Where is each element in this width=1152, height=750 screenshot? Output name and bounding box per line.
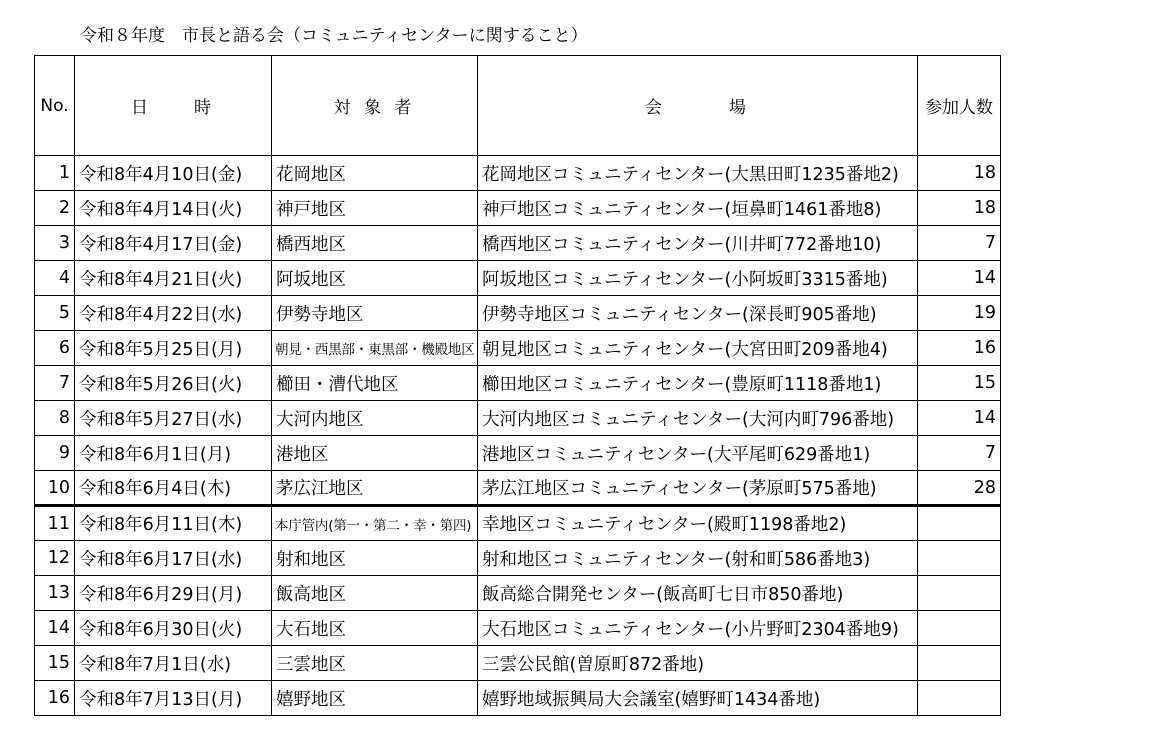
row-number: 1 <box>35 156 75 191</box>
row-participants: 14 <box>918 401 1001 436</box>
row-target: 櫛田・漕代地区 <box>272 366 478 401</box>
row-target: 橋西地区 <box>272 226 478 261</box>
row-venue: 阿坂地区コミュニティセンター(小阿坂町3315番地) <box>478 261 918 296</box>
row-target: 阿坂地区 <box>272 261 478 296</box>
row-number: 3 <box>35 226 75 261</box>
row-number: 8 <box>35 401 75 436</box>
row-target: 大河内地区 <box>272 401 478 436</box>
row-target: 射和地区 <box>272 541 478 576</box>
row-participants <box>918 541 1001 576</box>
row-date: 令和8年5月25日(月) <box>75 331 272 366</box>
row-venue: 花岡地区コミュニティセンター(大黒田町1235番地2) <box>478 156 918 191</box>
row-date: 令和8年4月22日(水) <box>75 296 272 331</box>
row-participants <box>918 611 1001 646</box>
row-date: 令和8年6月30日(火) <box>75 611 272 646</box>
header-target: 対 象 者 <box>272 56 478 156</box>
row-target: 大石地区 <box>272 611 478 646</box>
row-venue: 三雲公民館(曽原町872番地) <box>478 646 918 681</box>
table-row <box>35 296 1001 331</box>
row-venue: 茅広江地区コミュニティセンター(茅原町575番地) <box>478 471 918 506</box>
row-number: 7 <box>35 366 75 401</box>
row-date: 令和8年6月1日(月) <box>75 436 272 471</box>
row-venue: 櫛田地区コミュニティセンター(豊原町1118番地1) <box>478 366 918 401</box>
row-date: 令和8年6月4日(木) <box>75 471 272 506</box>
table-row <box>35 366 1001 401</box>
row-date: 令和8年6月11日(木) <box>75 506 272 541</box>
row-participants: 19 <box>918 296 1001 331</box>
row-target: 茅広江地区 <box>272 471 478 506</box>
row-number: 15 <box>35 646 75 681</box>
row-participants: 15 <box>918 366 1001 401</box>
row-target: 神戸地区 <box>272 191 478 226</box>
row-participants: 18 <box>918 191 1001 226</box>
table-row <box>35 471 1001 506</box>
row-venue: 飯高総合開発センター(飯高町七日市850番地) <box>478 576 918 611</box>
row-venue: 朝見地区コミュニティセンター(大宮田町209番地4) <box>478 331 918 366</box>
row-date: 令和8年5月26日(火) <box>75 366 272 401</box>
row-venue: 射和地区コミュニティセンター(射和町586番地3) <box>478 541 918 576</box>
row-number: 11 <box>35 506 75 541</box>
row-number: 10 <box>35 471 75 506</box>
header-participants: 参加人数 <box>918 56 1001 156</box>
row-target: 本庁管内(第一・第二・幸・第四) <box>272 506 478 541</box>
row-participants <box>918 646 1001 681</box>
header-venue: 会 場 <box>478 56 918 156</box>
row-venue: 伊勢寺地区コミュニティセンター(深長町905番地) <box>478 296 918 331</box>
row-date: 令和8年4月21日(火) <box>75 261 272 296</box>
row-number: 16 <box>35 681 75 716</box>
table-body <box>35 156 1001 716</box>
row-participants: 18 <box>918 156 1001 191</box>
row-target: 嬉野地区 <box>272 681 478 716</box>
row-venue: 幸地区コミュニティセンター(殿町1198番地2) <box>478 506 918 541</box>
row-date: 令和8年4月14日(火) <box>75 191 272 226</box>
table-row <box>35 576 1001 611</box>
table-row <box>35 646 1001 681</box>
row-date: 令和8年7月13日(月) <box>75 681 272 716</box>
row-venue: 港地区コミュニティセンター(大平尾町629番地1) <box>478 436 918 471</box>
row-target: 港地区 <box>272 436 478 471</box>
table-row <box>35 541 1001 576</box>
schedule-table <box>34 55 1001 716</box>
row-date: 令和8年5月27日(水) <box>75 401 272 436</box>
row-date: 令和8年4月10日(金) <box>75 156 272 191</box>
row-number: 5 <box>35 296 75 331</box>
row-number: 13 <box>35 576 75 611</box>
row-target: 朝見・西黒部・東黒部・機殿地区 <box>272 331 478 366</box>
row-target: 飯高地区 <box>272 576 478 611</box>
row-participants: 14 <box>918 261 1001 296</box>
row-participants: 7 <box>918 226 1001 261</box>
row-venue: 大河内地区コミュニティセンター(大河内町796番地) <box>478 401 918 436</box>
row-venue: 嬉野地域振興局大会議室(嬉野町1434番地) <box>478 681 918 716</box>
table-row <box>35 401 1001 436</box>
row-participants <box>918 576 1001 611</box>
row-date: 令和8年7月1日(水) <box>75 646 272 681</box>
row-number: 12 <box>35 541 75 576</box>
row-number: 14 <box>35 611 75 646</box>
table-row <box>35 156 1001 191</box>
page-title: 令和８年度 市長と語る会（コミュニティセンターに関すること） <box>80 26 588 46</box>
table-row <box>35 506 1001 541</box>
row-participants <box>918 506 1001 541</box>
table-row <box>35 436 1001 471</box>
table-row <box>35 191 1001 226</box>
row-number: 4 <box>35 261 75 296</box>
table-row <box>35 331 1001 366</box>
row-venue: 神戸地区コミュニティセンター(垣鼻町1461番地8) <box>478 191 918 226</box>
table-row <box>35 611 1001 646</box>
row-venue: 大石地区コミュニティセンター(小片野町2304番地9) <box>478 611 918 646</box>
row-participants: 16 <box>918 331 1001 366</box>
row-number: 2 <box>35 191 75 226</box>
row-target: 伊勢寺地区 <box>272 296 478 331</box>
table-row <box>35 681 1001 716</box>
row-venue: 橋西地区コミュニティセンター(川井町772番地10) <box>478 226 918 261</box>
header-date: 日 時 <box>75 56 272 156</box>
row-participants <box>918 681 1001 716</box>
row-target: 花岡地区 <box>272 156 478 191</box>
row-date: 令和8年6月29日(月) <box>75 576 272 611</box>
row-number: 6 <box>35 331 75 366</box>
table-header-row <box>35 56 1001 156</box>
row-number: 9 <box>35 436 75 471</box>
header-no: No. <box>35 56 75 156</box>
table-row <box>35 261 1001 296</box>
row-date: 令和8年6月17日(水) <box>75 541 272 576</box>
row-participants: 7 <box>918 436 1001 471</box>
table-row <box>35 226 1001 261</box>
row-participants: 28 <box>918 471 1001 506</box>
row-target: 三雲地区 <box>272 646 478 681</box>
row-date: 令和8年4月17日(金) <box>75 226 272 261</box>
